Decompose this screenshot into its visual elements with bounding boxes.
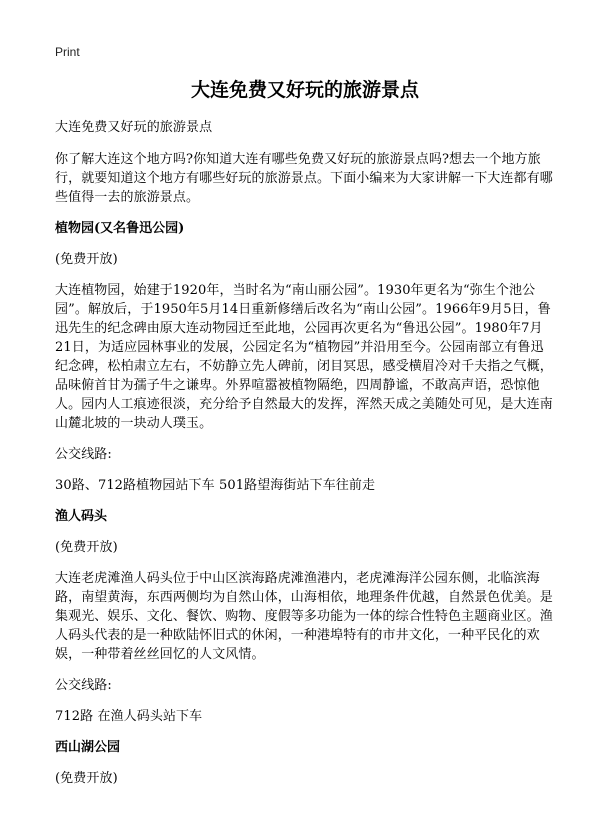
section-fisherman-wharf xyxy=(55,507,555,726)
intro-paragraph: 你了解大连这个地方吗?你知道大连有哪些免费又好玩的旅游景点吗?想去一个地方旅行，就要知道这个地方有哪些好玩的旅游景点。下面小编来为大家讲解一下大连都有哪些值得一去的旅游景点。 xyxy=(55,152,553,205)
fee-note: (免费开放) xyxy=(55,540,118,555)
section-description: 大连老虎滩渔人码头位于中山区滨海路虎滩渔港内，老虎滩海洋公园东侧，北临滨海路，南望黄海，东西两侧均为自然山体，山海相依，地理条件优越，自然景色优美。是集观光、娱乐、文化、餐饮、购物、度假等多功能为一体的综合性特色主题商业区。渔人码头代表的是一种欧陆怀旧式的休闲，一种港埠特有的市井文化，一种平民化的欢娱，一种带着丝丝回忆的人文风情。 xyxy=(55,571,553,662)
article xyxy=(55,78,555,800)
section-botanical-garden xyxy=(55,219,555,495)
section-xishan-lake-park xyxy=(55,738,555,788)
bus-route: 30路、712路植物园站下车 501路望海街站下车往前走 xyxy=(55,478,376,493)
section-title: 西山湖公园 xyxy=(55,740,121,755)
section-description: 大连植物园，始建于1920年，当时名为“南山丽公园”。1930年更名为“弥生个池公园”。解放后，于1950年5月14日重新修缮后改名为“南山公园”。1966年9月5日，鲁迅先生的纪念碑由原大连动物园迁至此地，公园再次更名为“鲁迅公园”。1980年7月21日，为适应园林事业的发展，公园定名为“植物园”并沿用至今。公园南部立有鲁迅纪念碑，松柏肃立左右，不妨静立先人碑前，闭目冥思，感受横眉冷对千夫指之气概，品味俯首甘为孺子牛之谦卑。外界喧嚣被植物隔绝，四周静谧，不敢高声语，恐惊他人。园内人工痕迹很淡，充分给予自然最大的发挥，浑然天成之美随处可见，是大连南山麓北坡的一块动人璞玉。 xyxy=(55,283,553,431)
article-subtitle: 大连免费又好玩的旅游景点 xyxy=(55,120,213,135)
bus-label: 公交线路: xyxy=(55,447,112,462)
bus-label: 公交线路: xyxy=(55,678,112,693)
print-link[interactable]: Print xyxy=(55,45,80,59)
fee-note: (免费开放) xyxy=(55,771,118,786)
section-title: 植物园(又名鲁迅公园) xyxy=(55,221,185,236)
page-title: 大连免费又好玩的旅游景点 xyxy=(190,79,419,101)
fee-note: (免费开放) xyxy=(55,252,118,267)
bus-route: 712路 在渔人码头站下车 xyxy=(55,709,203,724)
section-title: 渔人码头 xyxy=(55,509,108,524)
